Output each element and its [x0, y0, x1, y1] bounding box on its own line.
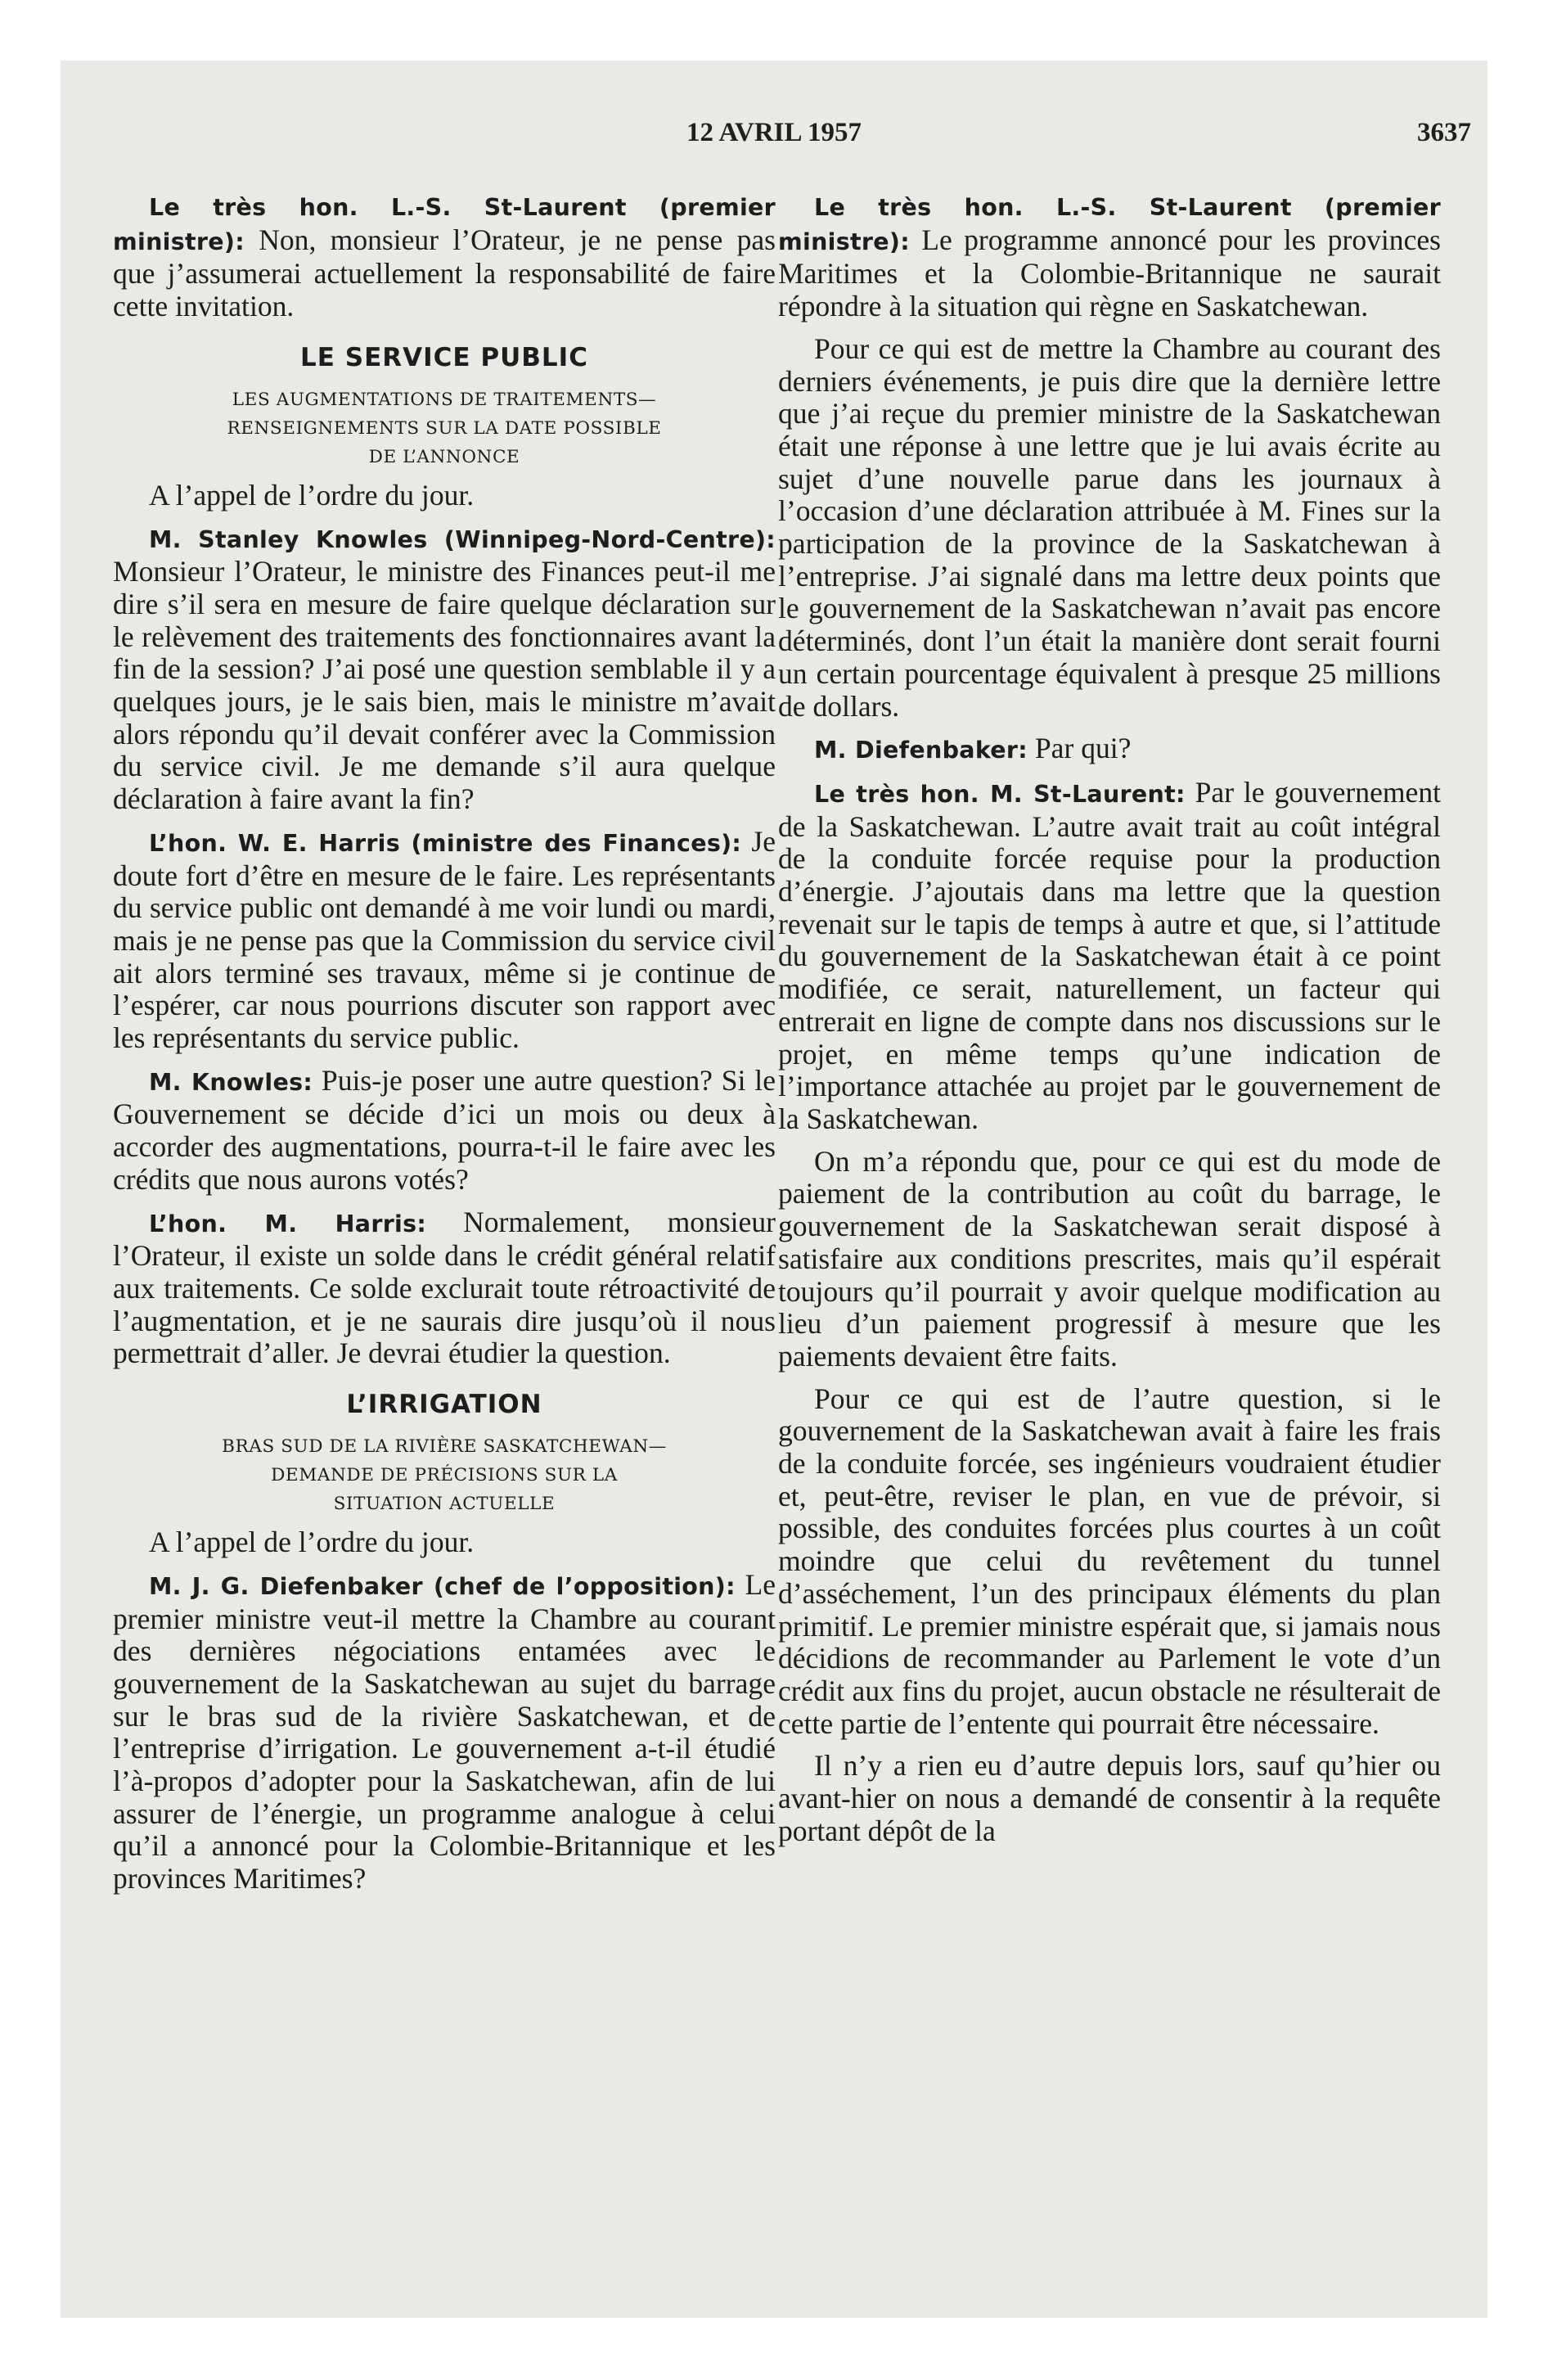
speaker-name: M. J. G. Diefenbaker (chef de l’opposition):: [149, 1572, 736, 1600]
speaker-name: Le très hon. M. St-Laurent:: [814, 780, 1186, 808]
speech-text: Le premier ministre veut-il mettre la Chambre au courant des dernières négociations entamées avec le gouvernement de la Saskatchewan au sujet du barrage sur le bras sud de la rivière Saskatchewan, et de l’entreprise d’irrigation. Le gouvernement a-t-il étudié l’à-propos d’adopter pour la Saskatchewan, afin de lui assurer de l’énergie, un programme analogue à celui qu’il a annoncé pour la Colombie-Britannique et les provinces Maritimes?: [113, 1567, 776, 1895]
page-number: 3637: [1417, 118, 1471, 147]
page-header: [61, 118, 1487, 167]
speech-text: Je doute fort d’être en mesure de le faire. Les représentants du service public ont demandé à me voir lundi ou mardi, mais je ne pense pas que la Commission du service civil ait alors terminé ses travaux, même si je continue de l’espérer, car nous pourrions discuter son rapport avec les représentants du service public.: [113, 824, 776, 1055]
speaker-name: M. Stanley Knowles (Winnipeg-Nord-Centre):: [149, 525, 776, 553]
paragraph: [113, 1065, 776, 1197]
scanned-page: [61, 61, 1487, 2318]
paragraph: [778, 732, 1441, 767]
paragraph: On m’a répondu que, pour ce qui est du mode de paiement de la contribution au coût du barrage, le gouvernement de la Saskatchewan serait disposé à satisfaire aux conditions prescrites, mais qu’il espérait toujours qu’il pourrait y avoir quelque modification au lieu d’un paiement progressif à mesure que les paiements devaient être faits.: [778, 1144, 1441, 1373]
paragraph: [113, 826, 776, 1055]
paragraph: Pour ce qui est de mettre la Chambre au courant des derniers événements, je puis dire que la dernière lettre que j’ai reçue du premier ministre de la Saskatchewan était une réponse à une lettre que je lui avais écrite au sujet d’une nouvelle parue dans les journaux à l’occasion d’une déclaration attribuée à M. Fines sur la participation de la province de la Saskatchewan à l’entreprise. J’ai signalé dans ma lettre deux points que le gouvernement de la Saskatchewan n’avait pas encore déterminés, dont l’un était la manière dont serait fourni un certain pourcentage équivalent à presque 25 millions de dollars.: [778, 331, 1441, 723]
paragraph: [113, 1569, 776, 1895]
speaker-name: M. Knowles:: [149, 1068, 313, 1096]
paragraph: A l’appel de l’ordre du jour.: [149, 478, 475, 512]
speech-text: Puis-je poser une autre question? Si le Gouvernement se décide d’ici un mois ou deux à accorder des augmentations, pourra-t-il le faire avec les crédits que nous aurons votés?: [113, 1063, 776, 1196]
speaker-name: Le très hon. L.-S. St-Laurent (premier ministre):: [113, 194, 776, 255]
section-subheading: [113, 385, 776, 471]
paragraph: [113, 190, 776, 323]
subheading-line: SITUATION ACTUELLE: [333, 1494, 556, 1515]
subheading-line: DE L’ANNONCE: [368, 446, 520, 467]
paragraph: [113, 522, 776, 816]
section-title: LE SERVICE PUBLIC: [300, 342, 588, 372]
right-column: [778, 190, 1441, 1847]
subheading-line: DEMANDE DE PRÉCISIONS SUR LA: [271, 1465, 618, 1486]
paragraph: [113, 1206, 776, 1371]
subheading-line: RENSEIGNEMENTS SUR LA DATE POSSIBLE: [227, 417, 662, 439]
paragraph: Il n’y a rien eu d’autre depuis lors, sauf qu’hier ou avant-hier on nous a demandé de consentir à la requête portant dépôt de la: [778, 1749, 1441, 1847]
left-column: [113, 190, 776, 1895]
speaker-name: M. Diefenbaker:: [814, 737, 1028, 764]
speech-text: Normalement, monsieur l’Orateur, il existe un solde dans le crédit général relatif aux traitements. Ce solde exclurait toute rétroactivité de l’augmentation, et je ne saurais dire jusqu’où il nous permettrait d’aller. Je devrai étudier la question.: [113, 1205, 776, 1370]
paragraph: A l’appel de l’ordre du jour.: [149, 1526, 475, 1559]
speech-text: Par le gouvernement de la Saskatchewan. L’autre avait trait au coût intégral de la conduite forcée requise pour la production d’énergie. J’ajoutais dans ma lettre que la question revenait sur le tapis de temps à autre et que, si l’attitude du gouvernement de la Saskatchewan était à ce point modifiée, ce serait, naturellement, un facteur qui entrerait en ligne de compte dans nos discussions sur le projet, en même temps qu’une indication de l’importance attachée au projet par le gouvernement de la Saskatchewan.: [778, 775, 1441, 1135]
speech-text: Monsieur l’Orateur, le ministre des Finances peut-il me dire s’il sera en mesure de faire quelque déclaration sur le relèvement des traitements des fonctionnaires avant la fin de la session? J’ai posé une question semblable il y a quelques jours, je le sais bien, mais le ministre m’avait alors répondu qu’il devait conférer avec la Commission du service civil. Je me demande s’il aura quelque déclaration à faire avant la fin?: [113, 555, 776, 816]
speech-text: Non, monsieur l’Orateur, je ne pense pas que j’assumerai actuellement la responsabilité de faire cette invitation.: [113, 223, 776, 323]
section-subheading: [113, 1432, 776, 1518]
paragraph: [778, 777, 1441, 1136]
subheading-line: LES AUGMENTATIONS DE TRAITEMENTS—: [232, 389, 657, 410]
section-title: L’IRRIGATION: [346, 1390, 542, 1420]
speaker-name: L’hon. W. E. Harris (ministre des Finances):: [149, 829, 742, 857]
speaker-name: L’hon. M. Harris:: [149, 1210, 427, 1237]
paragraph: [778, 190, 1441, 323]
subheading-line: BRAS SUD DE LA RIVIÈRE SASKATCHEWAN—: [222, 1436, 667, 1458]
paragraph: Pour ce qui est de l’autre question, si le gouvernement de la Saskatchewan avait à faire les frais de la conduite forcée, ses ingénieurs voudraient étudier et, peut-être, reviser le plan, en vue de prévoir, si possible, des conduites forcées plus courtes à un coût moindre que celui du revêtement du tunnel d’asséchement, l’un des principaux éléments du plan primitif. Le premier ministre espérait que, si jamais nous décidions de recommander au Parlement le vote d’un crédit aux fins du projet, aucun obstacle ne résulterait de cette partie de l’entente qui pourrait être nécessaire.: [778, 1382, 1441, 1740]
speaker-name: Le très hon. L.-S. St-Laurent (premier ministre):: [778, 194, 1441, 255]
header-date: 12 AVRIL 1957: [686, 118, 862, 147]
speech-text: Le programme annoncé pour les provinces Maritimes et la Colombie-Britannique ne saurait répondre à la situation qui règne en Saskatchewan.: [778, 223, 1441, 323]
speech-text: Par qui?: [1028, 732, 1132, 765]
